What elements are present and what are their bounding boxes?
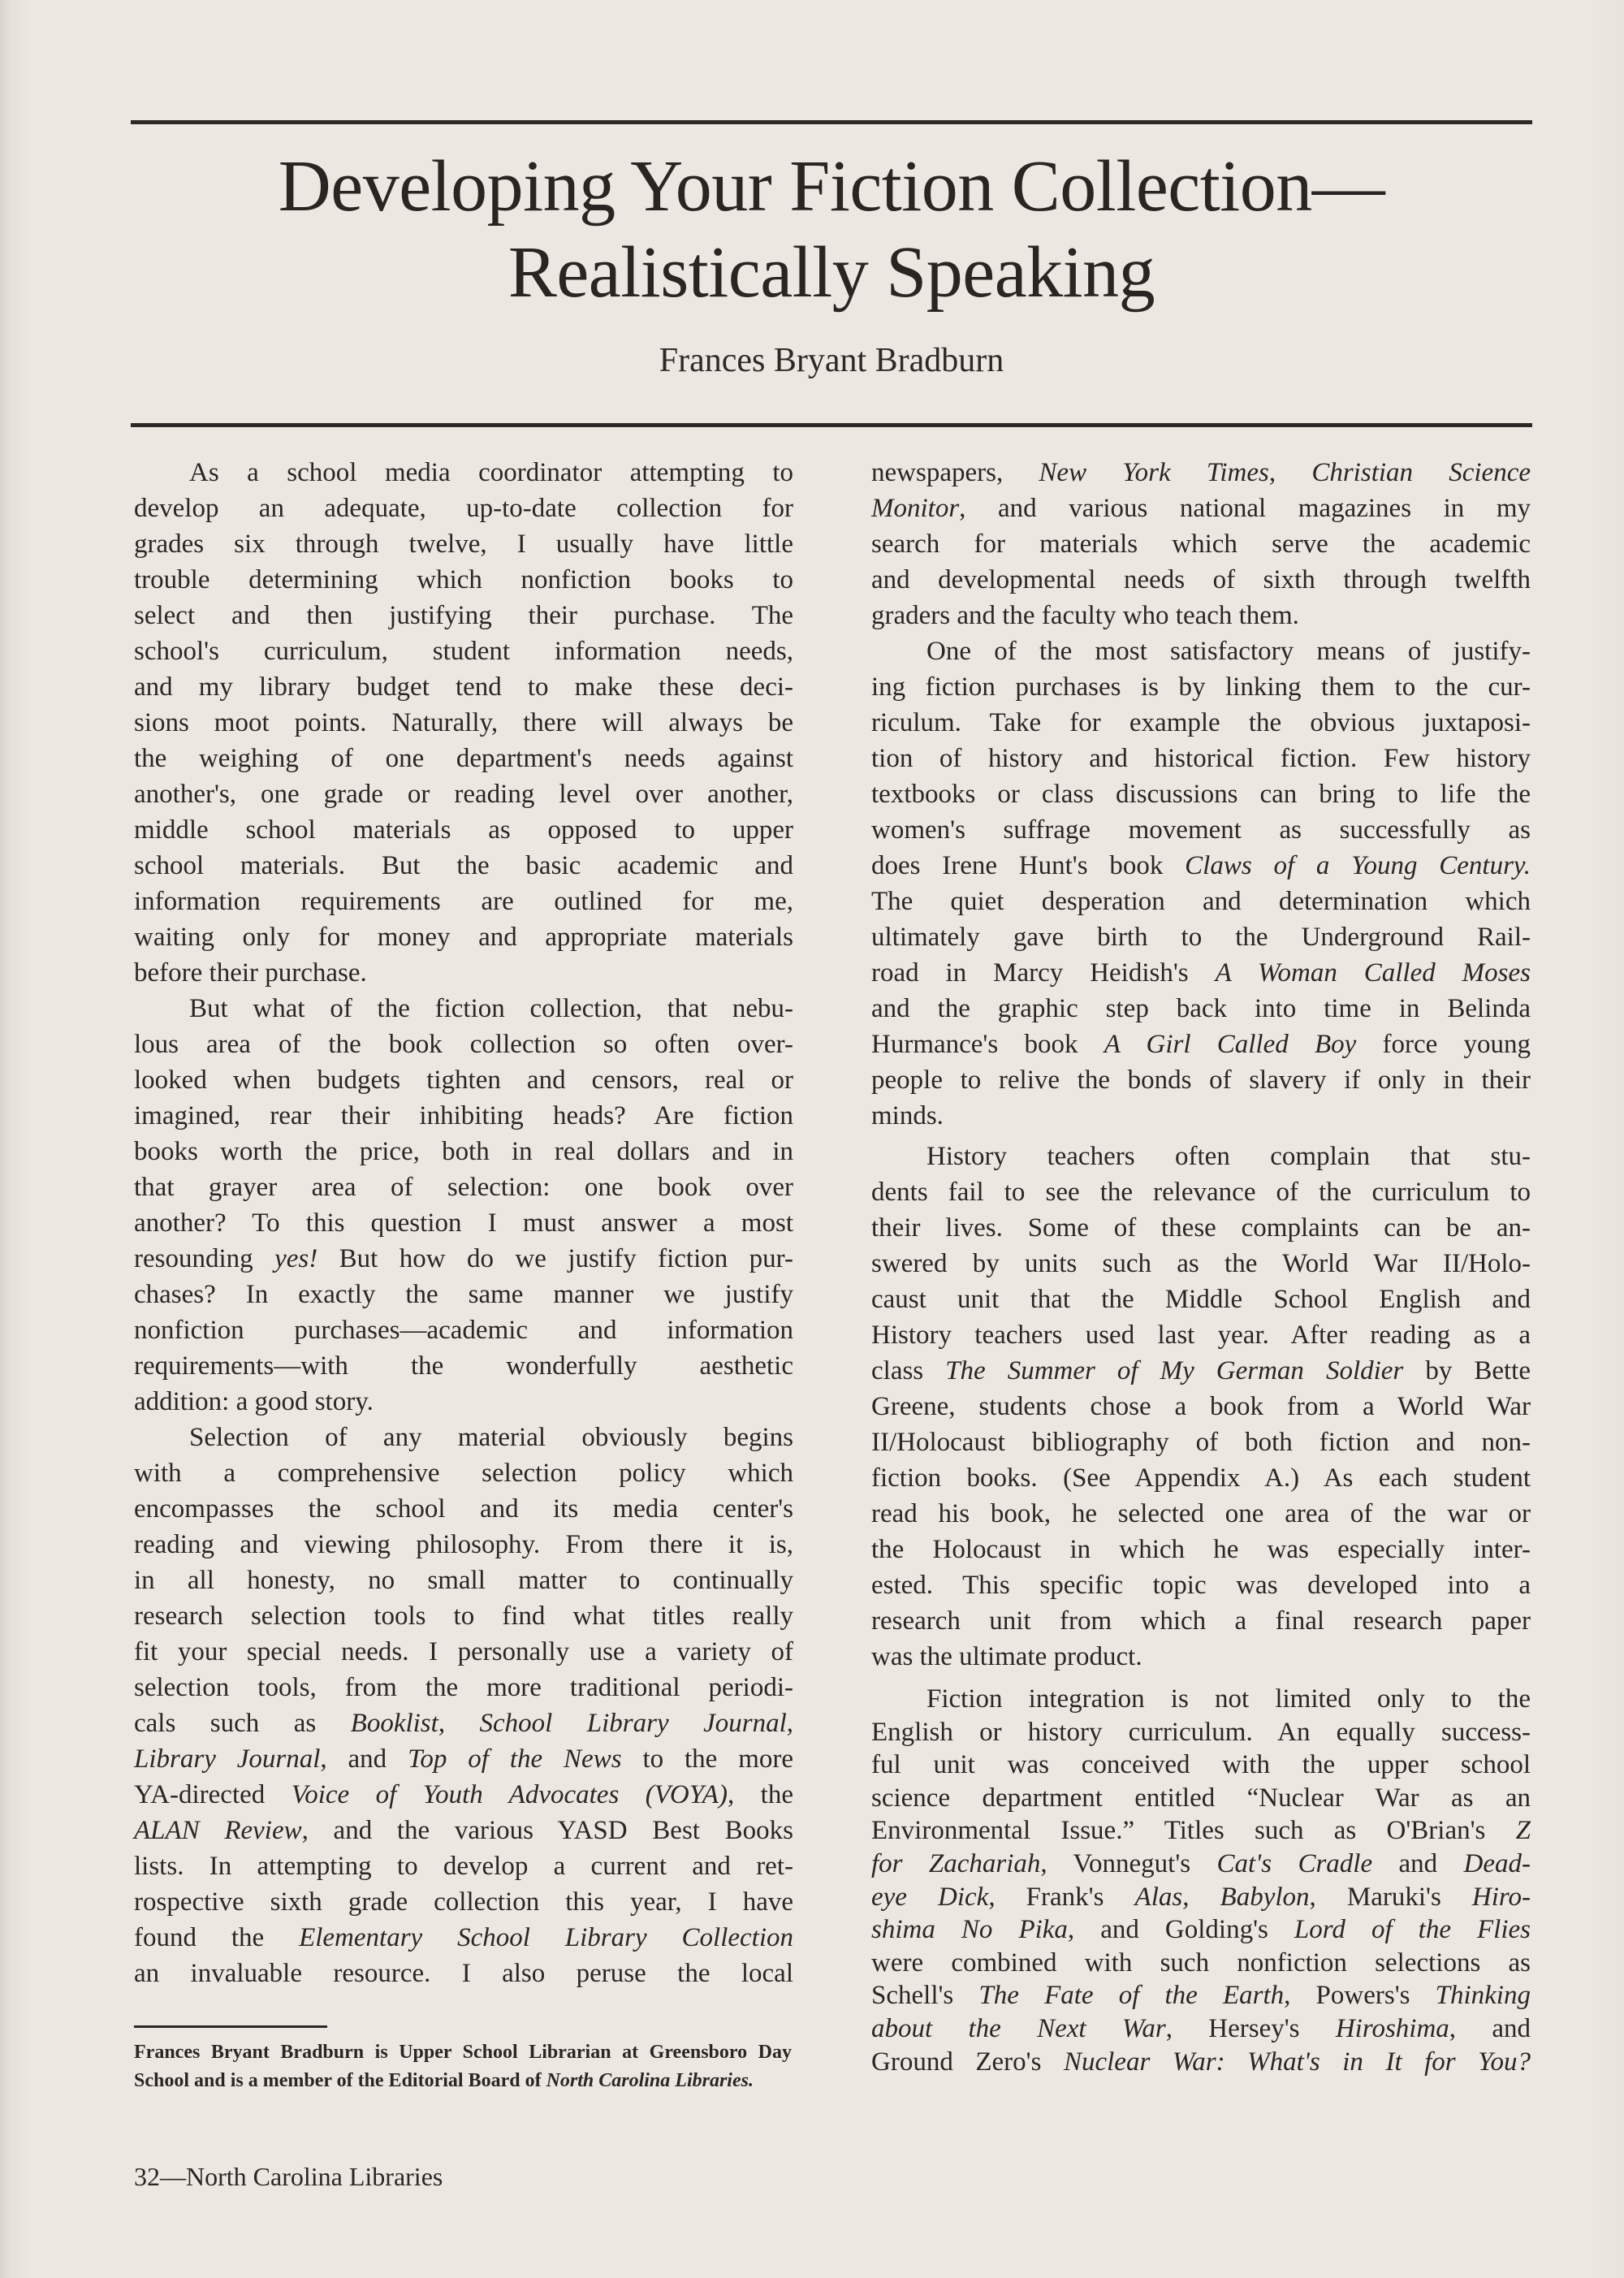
text-line: chases? In exactly the same manner we justify <box>134 1280 793 1309</box>
italic-title: Z <box>1515 1816 1531 1846</box>
text-line: But what of the fiction collection, that nebu- <box>189 994 793 1023</box>
paragraph <box>871 1139 1531 1675</box>
text-line: ing fiction purchases is by linking them to the cur- <box>871 672 1531 702</box>
italic-title: shima No Pika <box>871 1915 1068 1945</box>
paragraph <box>134 1420 793 1991</box>
text-line: read his book, he selected one area of the war or <box>871 1499 1531 1528</box>
italic-title: ALAN Review <box>134 1816 302 1845</box>
text-line: people to relive the bonds of slavery if only in their <box>871 1066 1531 1095</box>
text-line: search for materials which serve the academic <box>871 530 1531 559</box>
text-line: lous area of the book collection so often over- <box>134 1030 793 1059</box>
text-line: found the Elementary School Library Collection <box>134 1923 793 1952</box>
italic-title: The Summer of My German Soldier <box>945 1356 1404 1385</box>
article-author: Frances Bryant Bradburn <box>659 342 1004 379</box>
text-line: middle school materials as opposed to upper <box>134 815 793 845</box>
italic-title: Library Journal <box>134 1744 321 1774</box>
text-line: women's suffrage movement as successfully as <box>871 815 1531 845</box>
text-line: swered by units such as the World War II/Holo- <box>871 1249 1531 1278</box>
text-line: dents fail to see the relevance of the curriculum to <box>871 1178 1531 1207</box>
text-line: school materials. But the basic academic and <box>134 851 793 880</box>
text-line: Ground Zero's Nuclear War: What's in It for You? <box>871 2047 1531 2077</box>
text-line: II/Holocaust bibliography of both fiction and non- <box>871 1428 1531 1457</box>
text-line: sions moot points. Naturally, there will always be <box>134 708 793 737</box>
paragraph <box>871 455 1531 633</box>
text-line: Library Journal, and Top of the News to the more <box>134 1744 794 1774</box>
text-line: for Zachariah, Vonnegut's Cat's Cradle and Dead- <box>871 1848 1531 1878</box>
italic-title: about the Next War <box>871 2013 1166 2043</box>
text-line: shima No Pika, and Golding's Lord of the Flies <box>871 1915 1531 1945</box>
text-line: ALAN Review, and the various YASD Best Books <box>134 1816 793 1845</box>
text-line: reading and viewing philosophy. From there it is, <box>134 1530 793 1559</box>
italic-title: Lord of the Flies <box>1294 1915 1531 1945</box>
header-bottom-rule <box>131 423 1532 427</box>
italic-title: Top of the News <box>408 1744 622 1774</box>
italic-title: Cat's Cradle <box>1216 1848 1373 1878</box>
text-line: eye Dick, Frank's Alas, Babylon, Maruki's Hiro- <box>871 1882 1531 1912</box>
text-line: cals such as Booklist, School Library Journal, <box>134 1709 793 1738</box>
text-line: textbooks or class discussions can bring to life the <box>871 780 1531 809</box>
text-line: Fiction integration is not limited only to the <box>926 1684 1531 1714</box>
text-line: Selection of any material obviously begins <box>189 1423 793 1452</box>
italic-title: Hiroshima <box>1335 2013 1449 2043</box>
text-line: Hurmance's book A Girl Called Boy force young <box>871 1030 1531 1059</box>
italic-title: The Fate of the Earth <box>978 1981 1285 2011</box>
paragraph-gap <box>871 1675 1531 1683</box>
italic-title: Dead- <box>1463 1848 1531 1878</box>
text-line: looked when budgets tighten and censors, real or <box>134 1066 793 1095</box>
italic-title: A Woman Called Moses <box>1215 958 1531 988</box>
text-line: and developmental needs of sixth through twelfth <box>871 565 1531 594</box>
text-line: develop an adequate, up-to-date collection for <box>134 494 793 523</box>
text-line: Schell's The Fate of the Earth, Powers's Thinking <box>871 1981 1531 2011</box>
paragraph <box>134 991 793 1420</box>
text-line: ested. This specific topic was developed into a <box>871 1571 1531 1600</box>
italic-title: Christian Science <box>1311 458 1531 487</box>
text-line: requirements—with the wonderfully aesthetic <box>134 1351 793 1381</box>
text-line: As a school media coordinator attempting to <box>189 458 793 487</box>
text-line: fiction books. (See Appendix A.) As each student <box>871 1463 1531 1493</box>
text-line: Monitor, and various national magazines in my <box>871 494 1531 523</box>
text-line: research selection tools to find what titles really <box>134 1602 793 1631</box>
paragraph <box>871 633 1531 1134</box>
italic-title: for Zachariah <box>871 1848 1041 1878</box>
text-line: History teachers often complain that stu- <box>926 1142 1531 1171</box>
italic-title: Voice of Youth Advocates (VOYA) <box>291 1780 728 1809</box>
italic-title: Thinking <box>1435 1981 1531 2011</box>
text-line: minds. <box>871 1101 944 1130</box>
text-line: tion of history and historical fiction. Few history <box>871 744 1531 773</box>
text-line: select and then justifying their purchase. The <box>134 601 793 630</box>
italic-title: Hiro- <box>1471 1882 1531 1912</box>
text-line: lists. In attempting to develop a current and ret- <box>134 1852 793 1881</box>
text-line: trouble determining which nonfiction books to <box>134 565 793 594</box>
text-line: information requirements are outlined for me, <box>134 887 793 916</box>
text-line: and the graphic step back into time in Belinda <box>871 994 1531 1023</box>
text-line: with a comprehensive selection policy which <box>134 1459 793 1488</box>
text-line: The quiet desperation and determination which <box>871 887 1531 916</box>
text-line: another's, one grade or reading level over another, <box>134 780 793 809</box>
italic-title: Claws of a Young Century. <box>1185 851 1531 880</box>
italic-title: School Library Journal <box>479 1709 787 1738</box>
text-line: before their purchase. <box>134 958 367 988</box>
text-line: ultimately gave birth to the Underground Rail- <box>871 923 1531 952</box>
text-line: an invaluable resource. I also peruse the local <box>134 1959 793 1988</box>
article-title-line-2: Realistically Speaking <box>508 232 1155 313</box>
italic-title: A Girl Called Boy <box>1104 1030 1357 1059</box>
text-line: nonfiction purchases—academic and information <box>134 1316 793 1345</box>
italic-title: Elementary School Library Collection <box>299 1923 793 1952</box>
text-line: their lives. Some of these complaints can be an- <box>871 1213 1531 1243</box>
text-line: were combined with such nonfiction selections as <box>871 1947 1531 1978</box>
text-line: research unit from which a final research paper <box>871 1606 1531 1636</box>
text-line: newspapers, New York Times, Christian Science <box>871 458 1531 487</box>
text-line: addition: a good story. <box>134 1387 374 1416</box>
text-line: waiting only for money and appropriate materials <box>134 923 793 952</box>
text-line: science department entitled “Nuclear War as an <box>871 1783 1531 1813</box>
top-rule <box>131 120 1532 124</box>
italic-title: North Carolina Libraries. <box>546 2070 754 2091</box>
text-line: in all honesty, no small matter to continually <box>134 1566 793 1595</box>
text-line: the weighing of one department's needs against <box>134 744 793 773</box>
italic-title: Alas, Babylon <box>1134 1882 1310 1912</box>
text-line: was the ultimate product. <box>871 1642 1142 1671</box>
article-column-right <box>871 455 1531 2078</box>
italic-title: Booklist <box>350 1709 438 1738</box>
text-line: imagined, rear their inhibiting heads? Are fiction <box>134 1101 793 1130</box>
italic-title: Nuclear War: What's in It for You? <box>1063 2047 1531 2077</box>
italic-title: New York Times <box>1039 458 1269 487</box>
footnote-rule <box>134 2025 327 2028</box>
paragraph <box>134 455 793 991</box>
author-footnote: Frances Bryant Bradburn is Upper School Librarian at Greensboro Day School and is a member of the Editorial Board of North Carolina Libraries. <box>134 2042 792 2091</box>
text-line: fit your special needs. I personally use a variety of <box>134 1637 793 1666</box>
text-line: Environmental Issue.” Titles such as O'Brian's Z <box>871 1816 1531 1846</box>
text-line: and my library budget tend to make these deci- <box>134 672 793 702</box>
text-line: about the Next War, Hersey's Hiroshima, and <box>871 2013 1531 2043</box>
text-line: grades six through twelve, I usually have little <box>134 530 793 559</box>
text-line: resounding yes! But how do we justify fiction pur- <box>134 1244 793 1273</box>
text-line: school's curriculum, student information needs, <box>134 637 793 666</box>
text-line: YA-directed Voice of Youth Advocates (VOYA), the <box>134 1780 793 1809</box>
text-line: riculum. Take for example the obvious juxtaposi- <box>871 708 1531 737</box>
text-line: ful unit was conceived with the upper school <box>871 1750 1531 1780</box>
text-line: does Irene Hunt's book Claws of a Young Century. <box>871 851 1531 880</box>
italic-title: eye Dick <box>871 1882 989 1912</box>
text-line: another? To this question I must answer a most <box>134 1208 793 1238</box>
text-line: the Holocaust in which he was especially inter- <box>871 1535 1531 1564</box>
italic-title: yes! <box>274 1244 318 1273</box>
text-line: selection tools, from the more traditional periodi- <box>134 1673 793 1702</box>
text-line: History teachers used last year. After reading as a <box>871 1321 1531 1350</box>
paragraph <box>871 1683 1531 2078</box>
text-line: books worth the price, both in real dollars and in <box>134 1137 793 1166</box>
text-line: graders and the faculty who teach them. <box>871 601 1299 630</box>
text-line: English or history curriculum. An equally success- <box>871 1717 1531 1747</box>
text-line: One of the most satisfactory means of justify- <box>926 637 1531 666</box>
article-title-line-1: Developing Your Fiction Collection— <box>278 146 1385 227</box>
article-column-left <box>134 455 793 1991</box>
page-footer: 32—North Carolina Libraries <box>134 2162 443 2191</box>
italic-title: Monitor <box>871 494 960 523</box>
text-line: class The Summer of My German Soldier by Bette <box>871 1356 1531 1385</box>
text-line: rospective sixth grade collection this year, I have <box>134 1887 793 1917</box>
text-line: caust unit that the Middle School English and <box>871 1285 1531 1314</box>
text-line: that grayer area of selection: one book over <box>134 1173 793 1202</box>
text-line: Greene, students chose a book from a World War <box>871 1392 1531 1421</box>
text-line: road in Marcy Heidish's A Woman Called Moses <box>871 958 1531 988</box>
text-line: encompasses the school and its media center's <box>134 1494 793 1524</box>
